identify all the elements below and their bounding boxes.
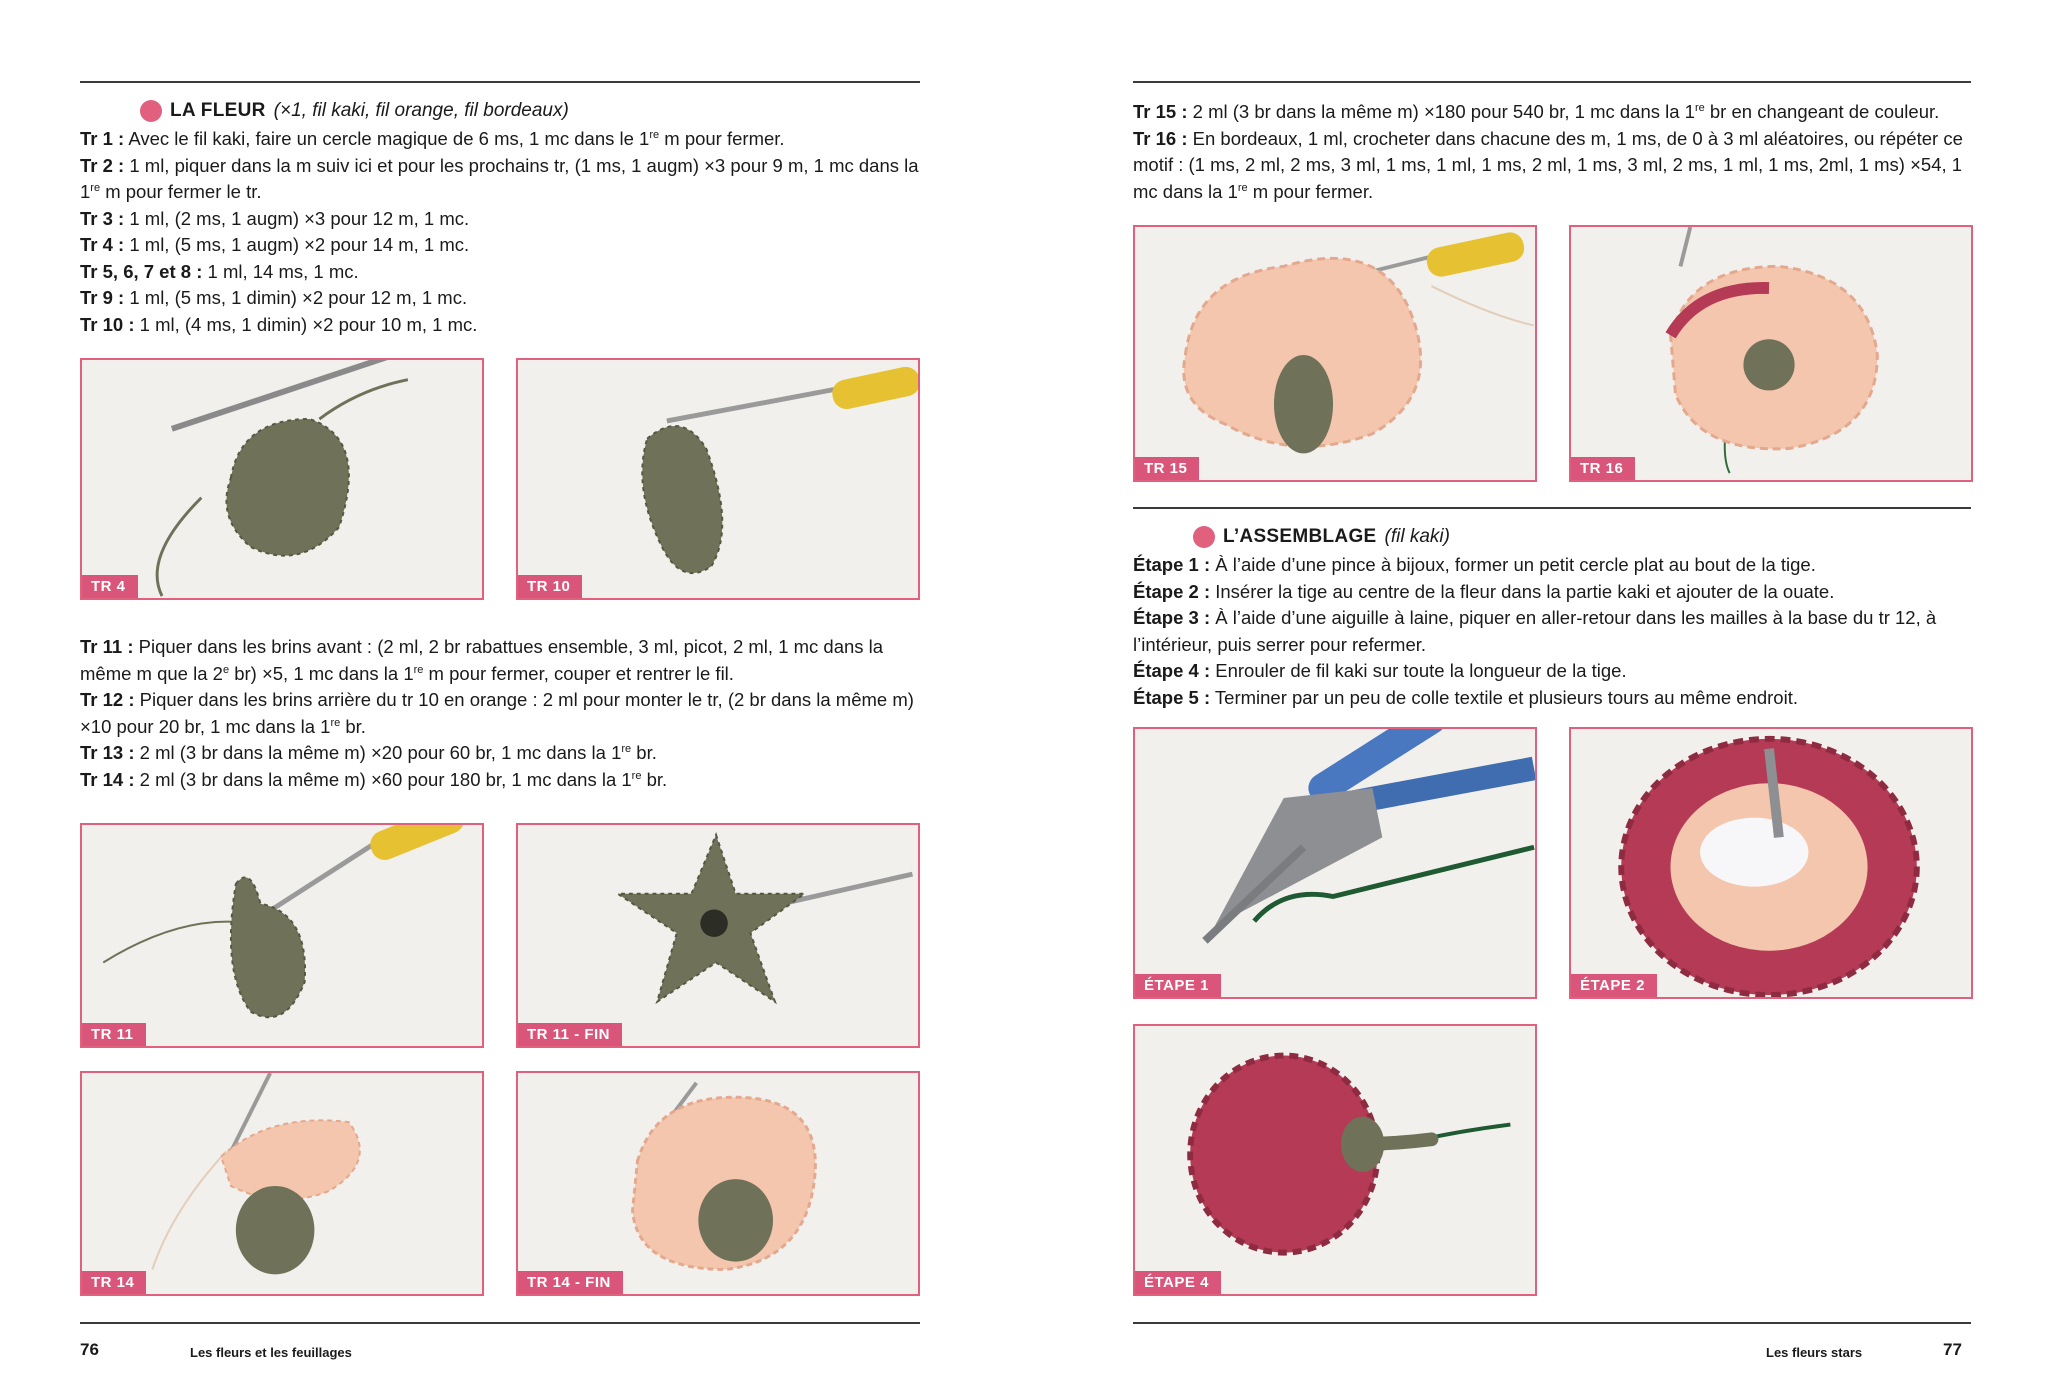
step-text: Insérer la tige au centre de la fleur dans la partie kaki et ajouter de la ouate. bbox=[1215, 580, 1835, 602]
step-label: Étape 4 : bbox=[1133, 660, 1211, 681]
step-label: Étape 5 : bbox=[1133, 686, 1211, 708]
step-row bbox=[1133, 658, 1978, 685]
row-text: 1 ml, 14 ms, 1 mc. bbox=[207, 260, 359, 282]
photo-etape2 bbox=[1569, 727, 1973, 999]
crochet-piece-illustration bbox=[82, 1073, 482, 1294]
crochet-carnation-illustration bbox=[1135, 1026, 1535, 1294]
row-label: Tr 13 : bbox=[80, 742, 135, 763]
pink-bullet-icon bbox=[140, 100, 162, 122]
instruction-row bbox=[80, 767, 925, 794]
photo-tr14 bbox=[80, 1071, 484, 1296]
instruction-row bbox=[80, 126, 925, 153]
instructions-rows-continued bbox=[1133, 99, 1978, 205]
photo-label: ÉTAPE 4 bbox=[1135, 1271, 1221, 1294]
bottom-rule bbox=[1133, 1322, 1971, 1324]
pink-bullet-icon bbox=[1193, 526, 1215, 548]
photo-label: ÉTAPE 1 bbox=[1135, 974, 1221, 997]
chapter-title: Les fleurs stars bbox=[1766, 1345, 1863, 1360]
instruction-row bbox=[80, 206, 925, 233]
row-text: 1 ml, (5 ms, 1 augm) ×2 pour 14 m, 1 mc. bbox=[129, 234, 470, 255]
row-text: 2 ml (3 br dans la même m) ×180 pour 540 br, 1 mc dans la 1re br en changeant de couleur. bbox=[1192, 101, 1940, 122]
row-text: Piquer dans les brins arrière du tr 10 en orange : 2 ml pour monter le tr, (2 br dans la même m) ×10 pour 20 br, 1 mc dans la 1re br. bbox=[80, 689, 914, 737]
photo-etape1 bbox=[1133, 727, 1537, 999]
row-label: Tr 9 : bbox=[80, 287, 125, 308]
step-row bbox=[1133, 685, 1978, 712]
row-text: En bordeaux, 1 ml, crocheter dans chacune des m, 1 ms, de 0 à 3 ml aléatoires, ou répéter ce motif : (1 ms, 2 ml, 2 ms, 3 ml, 1 ms, 1 ml, 1 ms, 2 ml, 1 ms, 3 ml, 2 ms, 1 ml, 1 ms, 2ml, 1 ms) ×54, 1 mc dans la 1re m pour fermer. bbox=[1133, 127, 1963, 202]
section-heading-assemblage bbox=[1193, 526, 1450, 548]
photo-label: TR 4 bbox=[82, 575, 138, 598]
instructions-rows-a bbox=[80, 126, 925, 338]
photo-tr11 bbox=[80, 823, 484, 1048]
bottom-rule bbox=[80, 1322, 920, 1324]
instruction-row bbox=[80, 740, 925, 767]
right-page bbox=[1023, 0, 2046, 1400]
step-row bbox=[1133, 605, 1978, 658]
row-label: Tr 16 : bbox=[1133, 127, 1188, 149]
instruction-row bbox=[80, 285, 925, 312]
photo-tr14-fin bbox=[516, 1071, 920, 1296]
row-label: Tr 14 : bbox=[80, 768, 135, 790]
crochet-piece-illustration bbox=[1571, 227, 1971, 480]
photo-label: ÉTAPE 2 bbox=[1571, 974, 1657, 997]
instruction-row bbox=[80, 634, 925, 687]
row-label: Tr 2 : bbox=[80, 154, 125, 176]
instruction-row bbox=[80, 312, 925, 339]
step-label: Étape 3 : bbox=[1133, 607, 1211, 628]
crochet-piece-illustration bbox=[82, 360, 482, 598]
photo-tr15 bbox=[1133, 225, 1537, 482]
instruction-row bbox=[80, 259, 925, 286]
photo-label: TR 15 bbox=[1135, 457, 1199, 480]
row-label: Tr 15 : bbox=[1133, 101, 1188, 122]
row-text: Avec le fil kaki, faire un cercle magique de 6 ms, 1 mc dans le 1re m pour fermer. bbox=[128, 128, 785, 149]
step-text: À l’aide d’une aiguille à laine, piquer en aller-retour dans les mailles à la base du tr 12, à l’intérieur, puis serrer pour refermer. bbox=[1133, 607, 1937, 655]
section-rule bbox=[1133, 507, 1971, 509]
section-title: L’ASSEMBLAGE bbox=[1223, 526, 1377, 547]
photo-tr10 bbox=[516, 358, 920, 600]
row-label: Tr 10 : bbox=[80, 313, 135, 335]
crochet-piece-illustration bbox=[1571, 729, 1971, 997]
top-rule bbox=[80, 81, 920, 83]
section-subtitle: (×1, fil kaki, fil orange, fil bordeaux) bbox=[273, 100, 569, 121]
photo-tr11-fin bbox=[516, 823, 920, 1048]
row-text: Piquer dans les brins avant : (2 ml, 2 br rabattues ensemble, 3 ml, picot, 2 ml, 1 mc dans la même m que la 2e br) ×5, 1 mc dans la 1re m pour fermer, couper et rentrer le fil. bbox=[80, 636, 884, 684]
top-rule bbox=[1133, 81, 1971, 83]
row-text: 2 ml (3 br dans la même m) ×60 pour 180 br, 1 mc dans la 1re br. bbox=[139, 768, 668, 790]
step-row bbox=[1133, 579, 1978, 606]
row-text: 1 ml, (4 ms, 1 dimin) ×2 pour 10 m, 1 mc. bbox=[139, 313, 478, 335]
step-text: Terminer par un peu de colle textile et plusieurs tours au même endroit. bbox=[1214, 686, 1798, 708]
section-subtitle: (fil kaki) bbox=[1384, 526, 1450, 547]
photo-label: TR 16 bbox=[1571, 457, 1635, 480]
row-label: Tr 1 : bbox=[80, 128, 125, 149]
instruction-row bbox=[80, 232, 925, 259]
crochet-piece-illustration bbox=[518, 1073, 918, 1294]
page-number: 76 bbox=[80, 1340, 99, 1359]
row-label: Tr 3 : bbox=[80, 207, 125, 229]
instruction-row bbox=[1133, 126, 1978, 206]
page-number: 77 bbox=[1943, 1340, 1962, 1359]
crochet-piece-illustration bbox=[518, 360, 918, 598]
row-label: Tr 12 : bbox=[80, 689, 135, 710]
step-text: À l’aide d’une pince à bijoux, former un petit cercle plat au bout de la tige. bbox=[1215, 554, 1816, 575]
instructions-rows-b bbox=[80, 634, 925, 793]
photo-label: TR 11 - FIN bbox=[518, 1023, 622, 1046]
row-label: Tr 4 : bbox=[80, 234, 125, 255]
section-heading-fleur bbox=[140, 100, 569, 122]
step-row bbox=[1133, 552, 1978, 579]
instruction-row bbox=[80, 687, 925, 740]
assembly-steps bbox=[1133, 552, 1978, 711]
step-label: Étape 1 : bbox=[1133, 554, 1211, 575]
section-title: LA FLEUR bbox=[170, 100, 266, 121]
crochet-piece-illustration bbox=[1135, 227, 1535, 480]
crochet-piece-illustration bbox=[518, 825, 918, 1046]
step-label: Étape 2 : bbox=[1133, 580, 1211, 602]
photo-label: TR 10 bbox=[518, 575, 582, 598]
photo-etape4 bbox=[1133, 1024, 1537, 1296]
crochet-piece-illustration bbox=[82, 825, 482, 1046]
row-label: Tr 11 : bbox=[80, 636, 134, 657]
photo-label: TR 14 - FIN bbox=[518, 1271, 623, 1294]
row-label: Tr 5, 6, 7 et 8 : bbox=[80, 260, 203, 282]
step-text: Enrouler de fil kaki sur toute la longueur de la tige. bbox=[1215, 660, 1627, 681]
row-text: 1 ml, (5 ms, 1 dimin) ×2 pour 12 m, 1 mc. bbox=[129, 287, 468, 308]
photo-label: TR 14 bbox=[82, 1271, 146, 1294]
pliers-illustration bbox=[1135, 729, 1535, 997]
photo-label: TR 11 bbox=[82, 1023, 146, 1046]
chapter-title: Les fleurs et les feuillages bbox=[190, 1345, 352, 1360]
instruction-row bbox=[80, 153, 925, 206]
row-text: 1 ml, (2 ms, 1 augm) ×3 pour 12 m, 1 mc. bbox=[129, 207, 470, 229]
instruction-row bbox=[1133, 99, 1978, 126]
photo-tr16 bbox=[1569, 225, 1973, 482]
row-text: 2 ml (3 br dans la même m) ×20 pour 60 br, 1 mc dans la 1re br. bbox=[139, 742, 657, 763]
row-text: 1 ml, piquer dans la m suiv ici et pour les prochains tr, (1 ms, 1 augm) ×3 pour 9 m, 1 mc dans la 1re m pour fermer le tr. bbox=[80, 154, 919, 202]
photo-tr4 bbox=[80, 358, 484, 600]
